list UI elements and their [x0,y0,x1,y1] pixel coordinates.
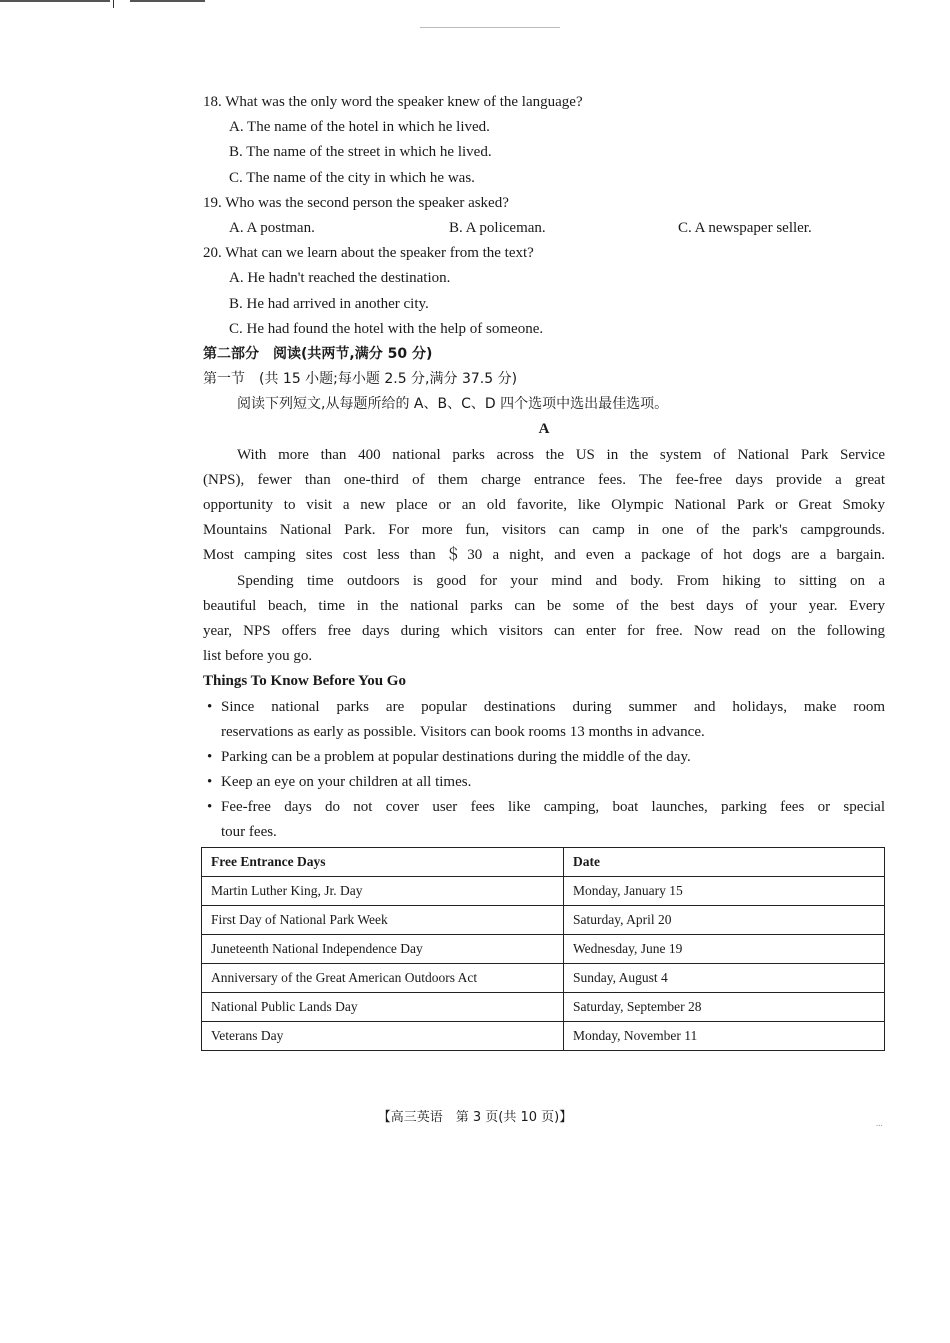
bullet-dot-icon: • [207,748,213,765]
paragraph-line: year, NPS offers free days during which visitors can enter for free. Now read on the following [203,622,885,639]
page-footer: 【高三英语 第 3 页(共 10 页)】 [377,1110,573,1125]
paragraph-line: Spending time outdoors is good for your mind and body. From hiking to sitting on a [237,572,885,589]
options-row [203,216,885,241]
option-c: C. The name of the city in which he was. [229,169,475,186]
bullet-dot-icon: • [207,698,213,715]
question-stem: 20. What can we learn about the speaker from the text? [203,245,534,262]
option-a: A. The name of the hotel in which he lived. [229,119,490,136]
question-stem: 19. Who was the second person the speaker asked? [203,194,509,211]
table-header-cell: Free Entrance Days [202,848,564,877]
bullet-text: Parking can be a problem at popular destinations during the middle of the day. [221,748,691,765]
table-cell-date: Saturday, September 28 [564,993,885,1022]
table-row [202,964,885,993]
paragraph-line: (NPS), fewer than one-third of them charge entrance fees. The fee-free days provide a great [203,471,885,488]
bullet-item [203,795,885,820]
bullet-dot-icon: • [207,799,213,816]
paragraph-line: beautiful beach, time in the national parks can be some of the best days of your year. Every [203,597,885,614]
table-cell-date: Monday, January 15 [564,877,885,906]
table-row [202,993,885,1022]
table-cell-date: Wednesday, June 19 [564,935,885,964]
bullet-item [203,695,885,720]
bullet-item [203,745,885,770]
table-row [202,906,885,935]
paragraph-line: opportunity to visit a new place or an old favorite, like Olympic National Park or Great Smoky [203,497,885,513]
question-stem: 18. What was the only word the speaker knew of the language? [203,94,583,110]
option-a: A. He hadn't reached the destination. [229,270,451,287]
bullet-text: Keep an eye on your children at all times. [221,774,472,791]
question-19 [203,191,885,241]
bullet-text: Fee-free days do not cover user fees like camping, boat launches, parking fees or special [221,799,885,816]
table-row [202,877,885,906]
option-c: C. A newspaper seller. [678,219,812,236]
scan-edge-tick [113,0,114,8]
footer-dots: ... [876,1118,883,1128]
paragraph-line: Most camping sites cost less than ＄30 a night, and even a package of hot dogs are a bargain. [203,547,885,564]
list-title: Things To Know Before You Go [203,673,406,690]
paragraph-line: Mountains National Park. For more fun, visitors can camp in one of the park's campgrounds. [203,522,885,539]
table-cell-event: Veterans Day [202,1022,564,1051]
free-entrance-days-table [201,847,885,1051]
scan-edge-line-right [130,0,205,2]
table-row [202,935,885,964]
bullet-continuation: tour fees. [221,824,277,841]
reading-instruction: 阅读下列短文,从每题所给的 A、B、C、D 四个选项中选出最佳选项。 [237,396,669,413]
question-18 [203,90,885,191]
bullet-text: Since national parks are popular destinations during summer and holidays, make room [221,698,885,715]
option-c: C. He had found the hotel with the help of someone. [229,320,544,337]
table-cell-date: Saturday, April 20 [564,906,885,935]
paragraph-line: With more than 400 national parks across the US in the system of National Park Service [237,446,885,463]
page-content [203,90,885,846]
scan-edge-line-left [0,0,110,2]
passage-label: A [538,421,550,438]
table-cell-event: Martin Luther King, Jr. Day [202,877,564,906]
option-b: B. A policeman. [449,219,546,236]
option-a: A. A postman. [229,219,315,236]
paragraph-line: list before you go. [203,648,313,665]
table-cell-event: Anniversary of the Great American Outdoors Act [202,964,564,993]
table-cell-date: Sunday, August 4 [564,964,885,993]
scan-faint-mark [420,27,560,28]
table-row [202,1022,885,1051]
table-cell-event: National Public Lands Day [202,993,564,1022]
option-b: B. The name of the street in which he lived. [229,144,492,161]
table-cell-event: First Day of National Park Week [202,906,564,935]
option-b: B. He had arrived in another city. [229,295,429,312]
part-title: 第二部分 阅读(共两节,满分 50 分) [203,345,433,362]
passage-paragraph-1 [203,443,885,569]
table-cell-date: Monday, November 11 [564,1022,885,1051]
subsection-title: 第一节 (共 15 小题;每小题 2.5 分,满分 37.5 分) [203,371,518,388]
bullet-continuation: reservations as early as possible. Visitors can book rooms 13 months in advance. [221,723,705,740]
passage-paragraph-2 [203,569,885,670]
table-header-row [202,848,885,877]
bullet-list [203,695,885,846]
table-cell-event: Juneteenth National Independence Day [202,935,564,964]
table-header-cell: Date [564,848,885,877]
bullet-item [203,770,885,795]
question-20 [203,241,885,342]
bullet-dot-icon: • [207,774,213,791]
